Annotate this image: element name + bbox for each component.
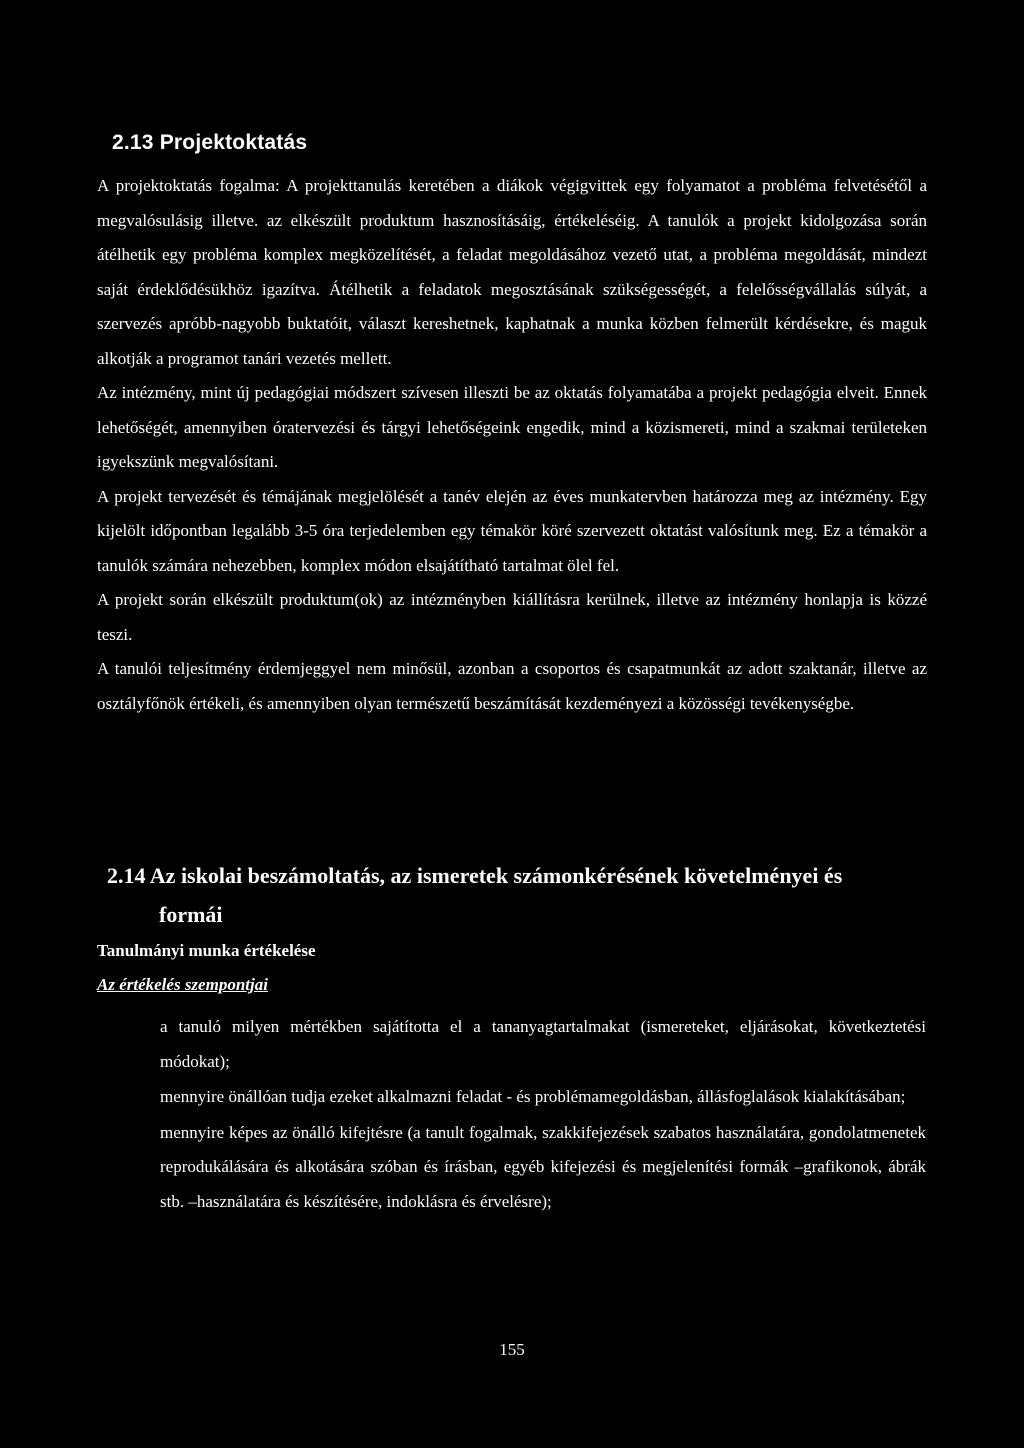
paragraph: A tanulói teljesítmény érdemjeggyel nem minősül, azonban a csoportos és csapatmunkát az adott szaktanár, illetve az osztályfőnök értékeli, és amennyiben olyan természetű beszámítását kezdeményezi a közösségi tevékenységbe. <box>97 659 927 713</box>
section-title-line1: Az iskolai beszámoltatás, az ismeretek számonkérésének követelményei és <box>149 863 843 888</box>
section-heading-2-13: 2.13 Projektoktatás <box>112 131 308 154</box>
paragraph: Az intézmény, mint új pedagógiai módszert szívesen illeszti be az oktatás folyamatába a projekt pedagógia elveit. Ennek lehetőségét, amennyiben óratervezési és tárgyi lehetőségeink engedik, mind a közismereti, mind a szakmai területeken igyekszünk megvalósítani. <box>97 383 927 471</box>
subheading: Tanulmányi munka értékelése <box>97 941 316 960</box>
list-item: a tanuló milyen mértékben sajátította el a tananyagtartalmakat (ismereteket, eljárásokat, következtetési módokat); <box>160 1017 926 1071</box>
section-title-line2: formái <box>159 902 223 927</box>
subsubheading: Az értékelés szempontjai <box>97 975 268 994</box>
section-2-13-body <box>97 169 927 721</box>
section-heading-2-14 <box>107 856 937 934</box>
criteria-list <box>160 1010 926 1220</box>
page-number: 155 <box>499 1340 525 1359</box>
paragraph: A projekt során elkészült produktum(ok) az intézményben kiállításra kerülnek, illetve az intézmény honlapja is közzé teszi. <box>97 590 927 644</box>
list-item: mennyire képes az önálló kifejtésre (a tanult fogalmak, szakkifejezések szabatos használatára, gondolatmenetek reprodukálására és alkotására szóban és írásban, egyéb kifejezési és megjelenítési formák –grafikonok, ábrák stb. –használatára és készítésére, indoklásra és érvelésre); <box>160 1122 926 1211</box>
paragraph: A projekt tervezését és témájának megjelölését a tanév elején az éves munkatervben határozza meg az intézmény. Egy kijelölt időpontban legalább 3-5 óra terjedelemben egy témakör köré szervezett oktatást valósítunk meg. Ez a témakör a tanulók számára nehezebben, komplex módon elsajátítható tartalmat ölel fel. <box>97 486 927 575</box>
list-item: mennyire önállóan tudja ezeket alkalmazni feladat - és problémamegoldásban, állásfoglalások kialakításában; <box>160 1087 906 1106</box>
section-number: 2.14 <box>107 863 146 888</box>
paragraph: A projektoktatás fogalma: A projekttanulás keretében a diákok végigvittek egy folyamatot a probléma felvetésétől a megvalósulásig illetve. az elkészült produktum hasznosításáig, értékeléséig. A tanulók a projekt kidolgozása során átélhetik egy probléma komplex megközelítését, a feladat megoldásához vezető utat, a probléma megoldását, mindezt saját érdeklődésükhöz igazítva. Átélhetik a feladatok megosztásának szükségességét, a felelősségvállalás súlyát, a szervezés apróbb-nagyobb buktatóit, választ kereshetnek, kaphatnak a munka közben felmerült kérdésekre, és maguk alkotják a programot tanári vezetés mellett. <box>97 176 927 368</box>
